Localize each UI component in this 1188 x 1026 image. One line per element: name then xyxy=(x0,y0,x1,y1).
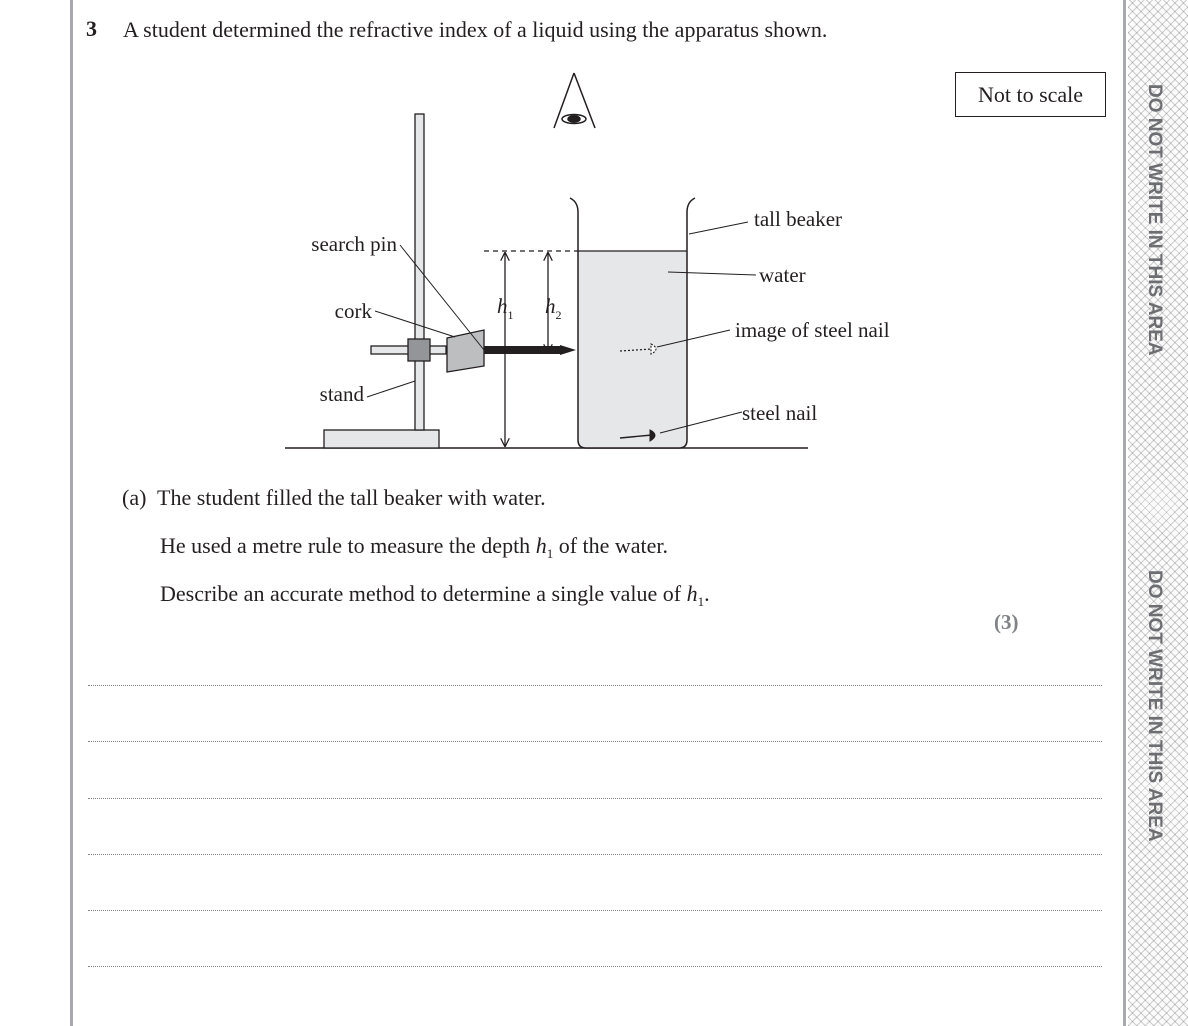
marks-allocation: (3) xyxy=(994,610,1019,634)
part-a-line2 xyxy=(160,533,668,562)
answer-line-2[interactable] xyxy=(88,741,1102,742)
label-cork: cork xyxy=(334,299,372,323)
label-water: water xyxy=(759,263,806,287)
search-pin-leader xyxy=(400,245,484,350)
var-h1-subscript: 1 xyxy=(697,594,705,609)
do-not-write-warning-bottom: DO NOT WRITE IN THIS AREA xyxy=(1144,570,1165,842)
part-a-text3-end: . xyxy=(704,581,710,606)
answer-line-4[interactable] xyxy=(88,854,1102,855)
water-fill xyxy=(578,251,687,448)
stand-rod xyxy=(415,114,424,430)
tall-beaker-leader xyxy=(689,222,748,234)
var-h1-subscript: 1 xyxy=(546,546,554,561)
part-a-text2: He used a metre rule to measure the depth xyxy=(160,533,531,558)
do-not-write-warning-top: DO NOT WRITE IN THIS AREA xyxy=(1144,84,1165,356)
part-a-line3 xyxy=(160,581,710,610)
question-number: 3 xyxy=(86,16,97,41)
label-search-pin: search pin xyxy=(311,232,397,256)
label-tall-beaker: tall beaker xyxy=(754,207,843,231)
var-h1: h xyxy=(535,533,547,558)
label-h2: $h_2$ xyxy=(545,294,562,322)
part-a-text1: The student filled the tall beaker with water. xyxy=(157,485,546,510)
label-steel-nail: steel nail xyxy=(742,401,818,425)
search-pin xyxy=(484,345,576,355)
part-a-label: (a) xyxy=(122,485,147,510)
stand-base xyxy=(324,430,439,448)
label-h1: $h_1$ xyxy=(497,294,514,322)
part-a-text3: Describe an accurate method to determine a single value of xyxy=(160,581,682,606)
label-image-of-steel-nail: image of steel nail xyxy=(735,318,890,342)
answer-line-6[interactable] xyxy=(88,966,1102,967)
answer-line-5[interactable] xyxy=(88,910,1102,911)
var-h1: h xyxy=(686,581,698,606)
stand-leader xyxy=(367,381,415,397)
question-text: A student determined the refractive index of a liquid using the apparatus shown. xyxy=(123,17,828,42)
eye-icon xyxy=(554,73,595,128)
boss-clamp xyxy=(408,339,430,361)
part-a-text2-end: of the water. xyxy=(553,533,669,558)
part-a-line1 xyxy=(122,485,546,511)
answer-line-1[interactable] xyxy=(88,685,1102,686)
not-to-scale-box: Not to scale xyxy=(955,72,1106,117)
answer-line-3[interactable] xyxy=(88,798,1102,799)
label-stand: stand xyxy=(319,382,364,406)
